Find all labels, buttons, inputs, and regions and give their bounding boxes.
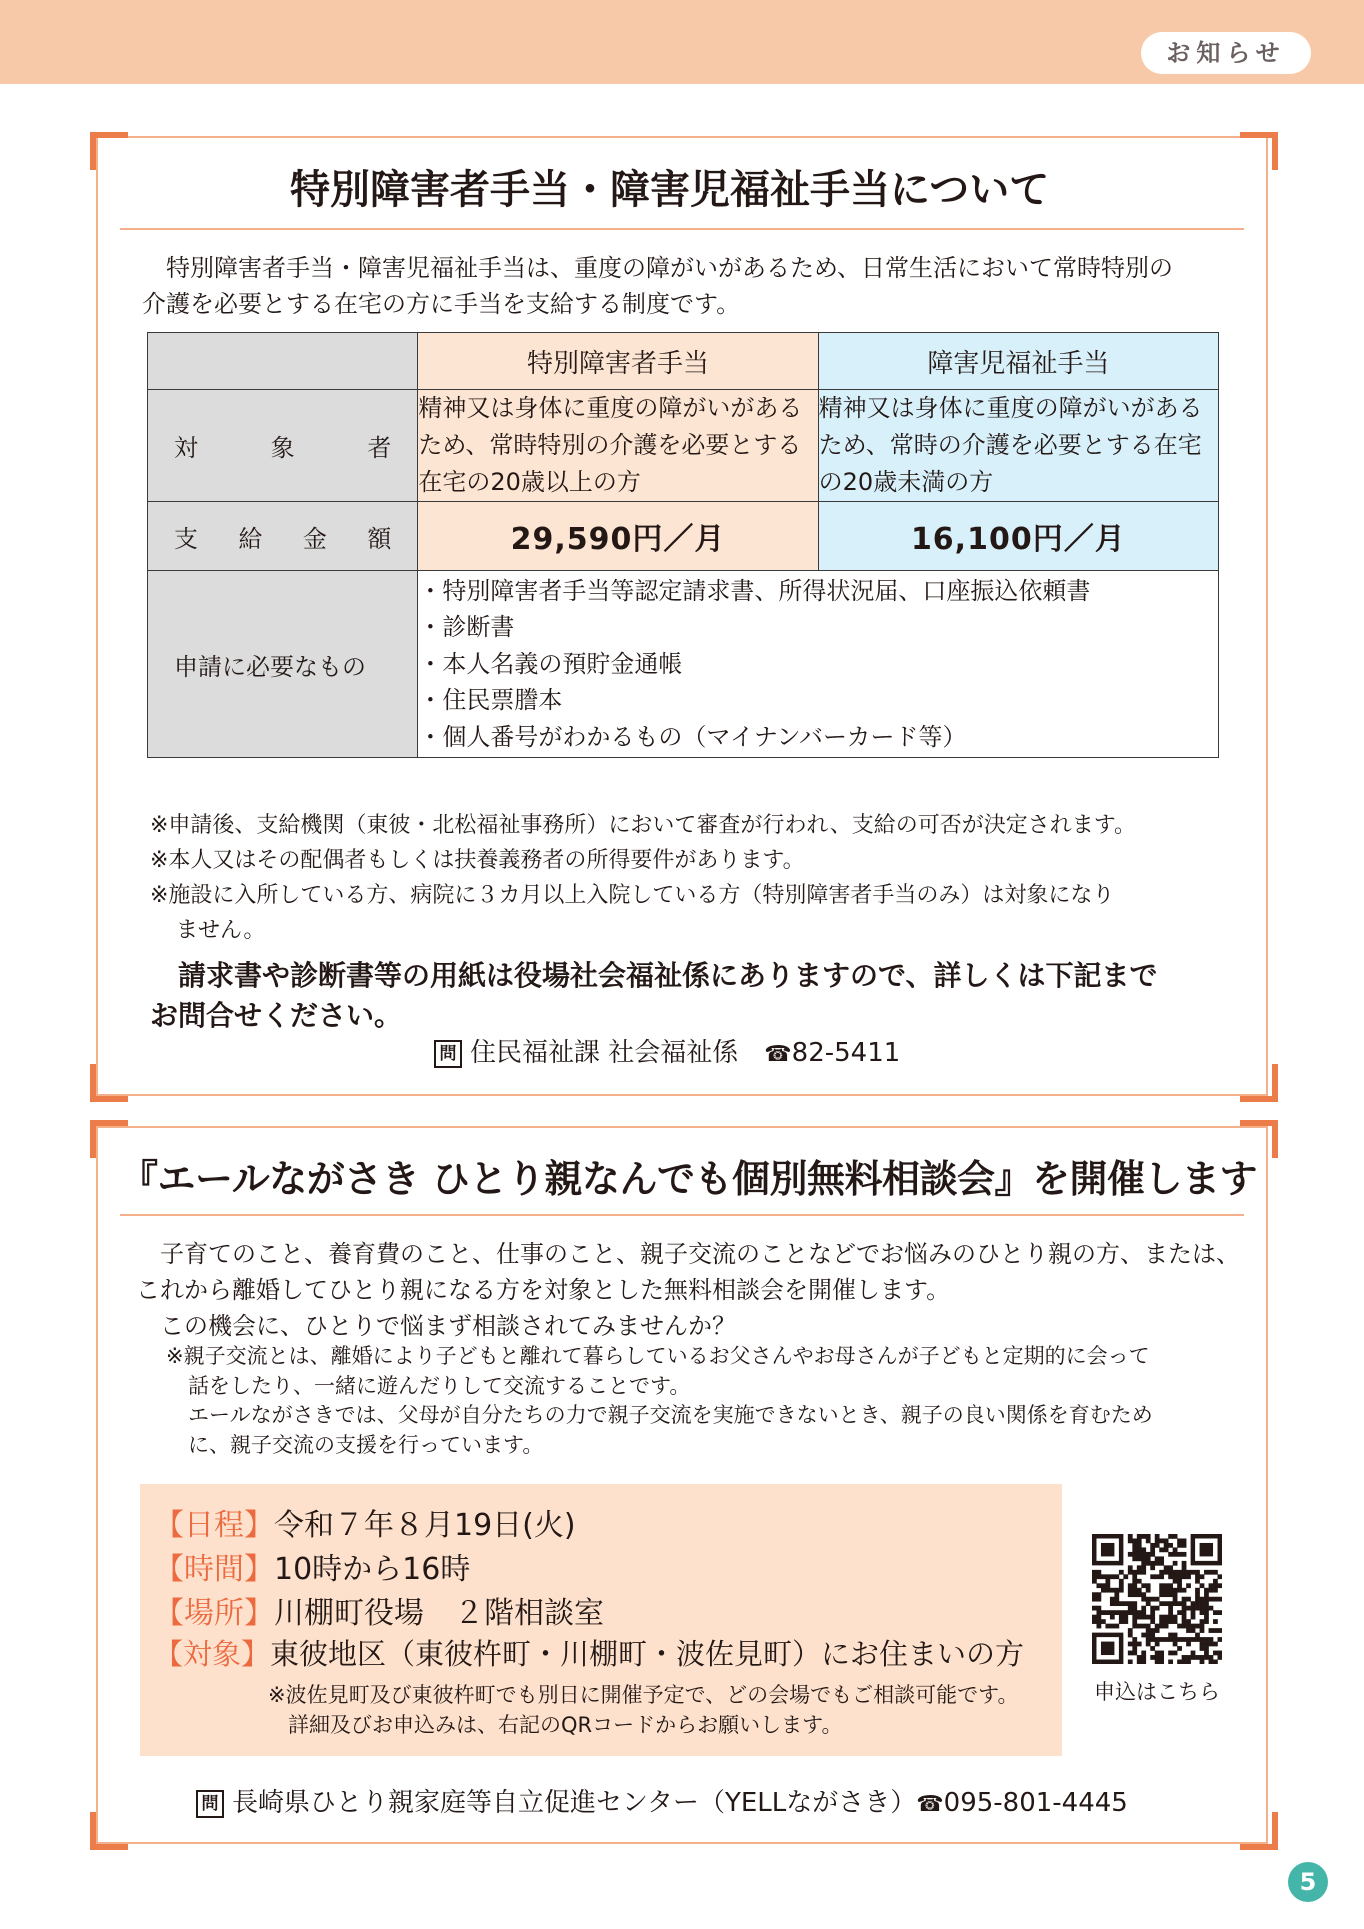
frame-corner bbox=[90, 132, 128, 170]
note: ※施設に入所している方、病院に３カ月以上入院している方（特別障害者手当のみ）は対象になり bbox=[150, 883, 1115, 908]
phone-icon: ☎ bbox=[764, 1042, 792, 1067]
schedule-target bbox=[154, 1632, 1024, 1673]
title-underline bbox=[120, 228, 1244, 230]
note: に、親子交流の支援を行っています。 bbox=[188, 1432, 544, 1457]
required-documents bbox=[418, 571, 1219, 758]
schedule-value: 東彼地区（東彼杵町・川棚町・波佐見町）にお住まいの方 bbox=[270, 1637, 1025, 1671]
label-char: 給 bbox=[238, 524, 263, 553]
amount-special-disability: 29,590円／月 bbox=[418, 502, 818, 571]
emphasis-line: お問合せください。 bbox=[150, 999, 403, 1032]
label-char: 額 bbox=[367, 524, 392, 553]
schedule-note: ※波佐見町及び東彼杵町でも別日に開催予定で、どの会場でもご相談可能です。 bbox=[268, 1683, 1019, 1707]
contact-tel[interactable]: 82-5411 bbox=[791, 1038, 901, 1068]
schedule-value: 令和７年８月19日(火) bbox=[274, 1508, 576, 1543]
row-label-amount bbox=[148, 502, 418, 571]
amount-child-disability: 16,100円／月 bbox=[818, 502, 1218, 571]
section1-title: 特別障害者手当・障害児福祉手当について bbox=[290, 167, 1050, 213]
target-special-disability: 精神又は身体に重度の障がいがあるため、常時特別の介護を必要とする在宅の20歳以上の方 bbox=[418, 390, 818, 502]
section1-intro bbox=[142, 250, 1242, 322]
section2-notes bbox=[166, 1342, 1226, 1460]
inquiry-icon: 問 bbox=[196, 1790, 224, 1818]
schedule-key: 【対象】 bbox=[154, 1637, 271, 1671]
label-char: 象 bbox=[270, 434, 295, 462]
required-label: 申請に必要なもの bbox=[174, 652, 366, 681]
frame-corner bbox=[90, 1812, 128, 1850]
qr-code-icon[interactable] bbox=[1092, 1534, 1222, 1664]
label-char: 金 bbox=[302, 524, 327, 553]
schedule-panel bbox=[140, 1484, 1062, 1756]
note: ません。 bbox=[176, 918, 266, 943]
note: ※申請後、支給機関（東彼・北松福祉事務所）において審査が行われ、支給の可否が決定されます。 bbox=[150, 813, 1136, 838]
schedule-date bbox=[154, 1500, 576, 1544]
section2-contact bbox=[196, 1782, 1128, 1819]
frame-corner bbox=[1240, 132, 1278, 170]
col-header-child-disability: 障害児福祉手当 bbox=[818, 333, 1218, 390]
section-tag: お知らせ bbox=[1141, 32, 1311, 74]
page-number: 5 bbox=[1288, 1862, 1328, 1902]
section1-emphasis bbox=[150, 956, 1230, 1036]
contact-org: 長崎県ひとり親家庭等自立促進センター（YELLながさき） bbox=[232, 1788, 917, 1818]
row-label-target bbox=[148, 390, 418, 502]
list-item: ・本人名義の預貯金通帳 bbox=[418, 649, 683, 678]
intro-line: これから離婚してひとり親になる方を対象とした無料相談会を開催します。 bbox=[136, 1276, 951, 1304]
emphasis-line: 請求書や診断書等の用紙は役場社会福祉係にありますので、詳しくは下記まで bbox=[150, 959, 1158, 992]
inquiry-icon: 問 bbox=[434, 1040, 462, 1068]
intro-line: 子育てのこと、養育費のこと、仕事のこと、親子交流のことなどでお悩みのひとり親の方、または、 bbox=[136, 1240, 1240, 1268]
schedule-key: 【時間】 bbox=[154, 1552, 274, 1587]
intro-line: 介護を必要とする在宅の方に手当を支給する制度です。 bbox=[142, 290, 741, 318]
schedule-value: 10時から16時 bbox=[274, 1552, 471, 1587]
section1-contact bbox=[434, 1032, 900, 1069]
frame-corner bbox=[90, 1064, 128, 1102]
contact-tel[interactable]: 095-801-4445 bbox=[943, 1788, 1128, 1818]
list-item: ・住民票謄本 bbox=[418, 686, 563, 715]
schedule-place bbox=[154, 1588, 604, 1632]
label-char: 対 bbox=[174, 434, 198, 462]
table-corner-cell bbox=[148, 333, 418, 390]
allowance-table bbox=[147, 332, 1219, 758]
schedule-key: 【日程】 bbox=[154, 1508, 274, 1543]
title-underline bbox=[120, 1214, 1244, 1216]
label-char: 支 bbox=[174, 524, 198, 553]
frame-corner bbox=[1240, 1812, 1278, 1850]
list-item: ・特別障害者手当等認定請求書、所得状況届、口座振込依頼書 bbox=[418, 576, 1091, 605]
frame-corner bbox=[1240, 1064, 1278, 1102]
label-char: 者 bbox=[367, 434, 392, 462]
note: 話をしたり、一緒に遊んだりして交流することです。 bbox=[188, 1373, 691, 1398]
section1-notes bbox=[150, 808, 1230, 948]
note: ※親子交流とは、離婚により子どもと離れて暮らしているお父さんやお母さんが子どもと定期的に会って bbox=[166, 1344, 1150, 1368]
schedule-key: 【場所】 bbox=[154, 1596, 274, 1631]
schedule-note: 詳細及びお申込みは、右記のQRコードからお願いします。 bbox=[288, 1713, 843, 1737]
contact-dept: 住民福祉課 社会福祉係 bbox=[470, 1038, 765, 1068]
note: エールながさきでは、父母が自分たちの力で親子交流を実施できないとき、親子の良い関係を育むため bbox=[188, 1403, 1153, 1427]
note: ※本人又はその配偶者もしくは扶養義務者の所得要件があります。 bbox=[150, 848, 805, 873]
qr-label: 申込はこちら bbox=[1094, 1680, 1220, 1704]
schedule-value: 川棚町役場 ２階相談室 bbox=[274, 1596, 604, 1631]
section2-title: 『エールながさき ひとり親なんでも個別無料相談会』を開催します bbox=[120, 1157, 1257, 1201]
col-header-special-disability: 特別障害者手当 bbox=[418, 333, 818, 390]
section2-intro bbox=[136, 1236, 1246, 1344]
schedule-time bbox=[154, 1544, 470, 1588]
list-item: ・診断書 bbox=[418, 613, 515, 642]
target-child-disability: 精神又は身体に重度の障がいがあるため、常時の介護を必要とする在宅の20歳未満の方 bbox=[818, 390, 1218, 502]
phone-icon: ☎ bbox=[916, 1792, 944, 1817]
intro-line: この機会に、ひとりで悩まず相談されてみませんか？ bbox=[136, 1312, 736, 1340]
list-item: ・個人番号がわかるもの（マイナンバーカード等） bbox=[418, 722, 967, 751]
row-label-required bbox=[148, 571, 418, 758]
intro-line: 特別障害者手当・障害児福祉手当は、重度の障がいがあるため、日常生活において常時特別の bbox=[142, 254, 1174, 282]
